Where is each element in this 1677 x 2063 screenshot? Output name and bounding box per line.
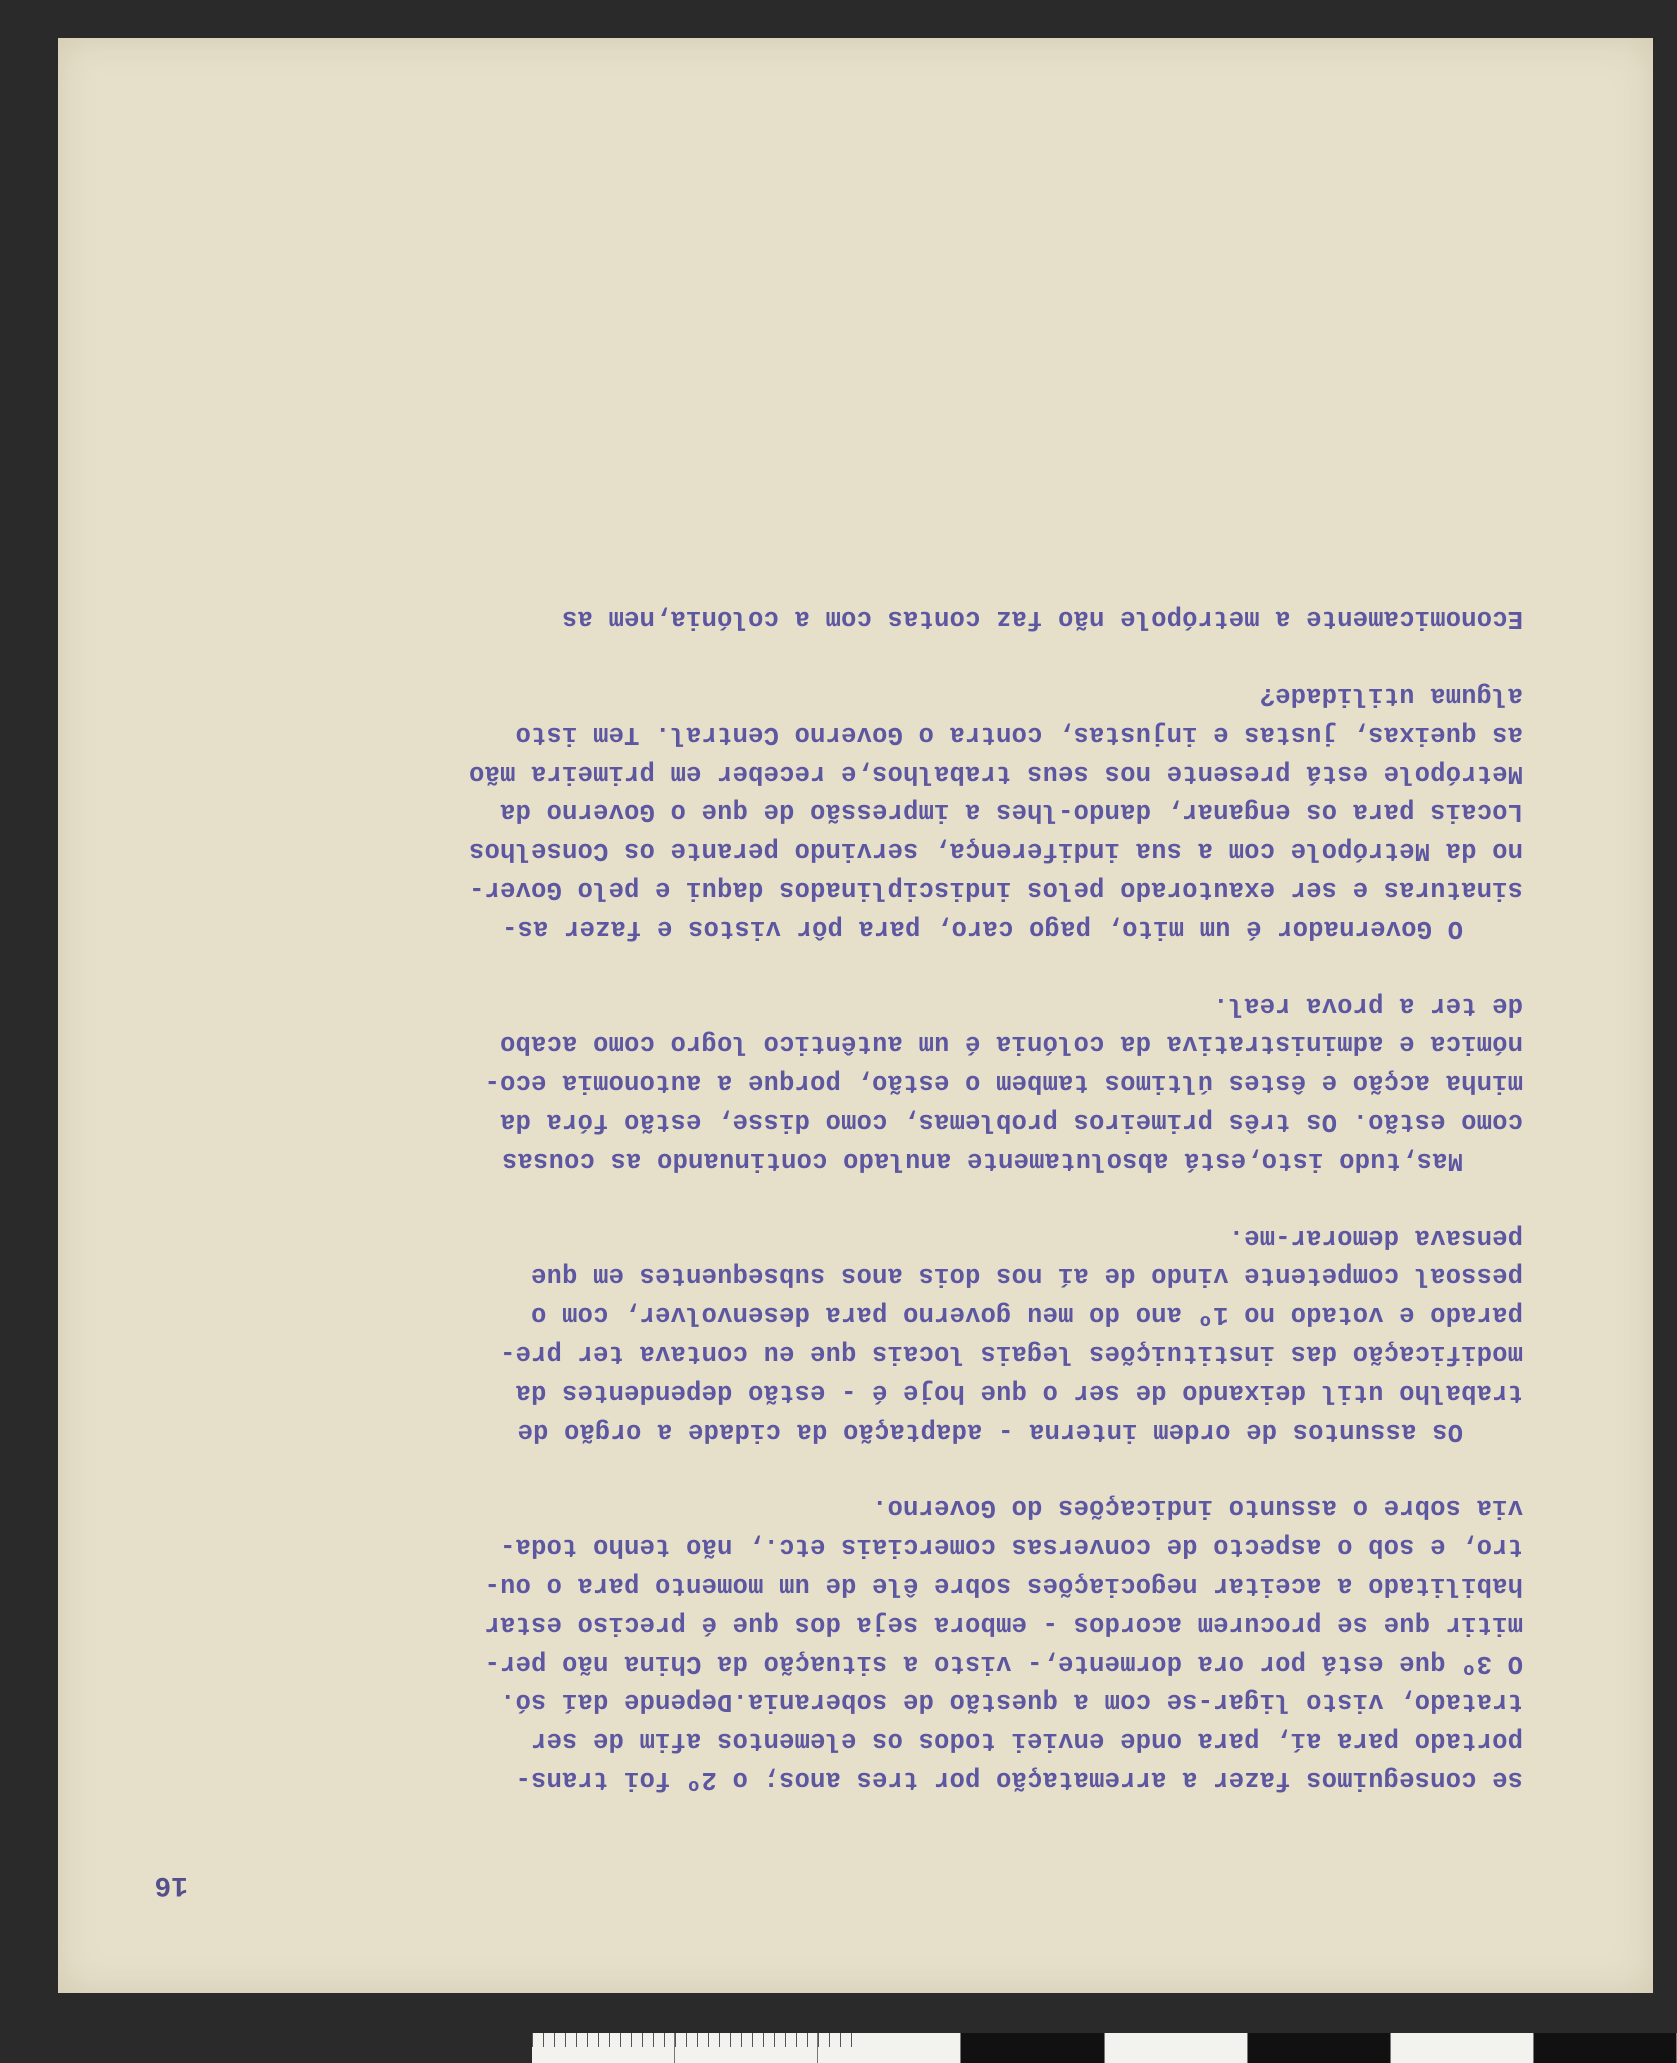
text-line: portado para aí, para onde enviei todos os elementos afim de ser <box>530 1726 1523 1756</box>
ruler-segment <box>1534 2033 1677 2063</box>
text-line: tro, e sob o aspecto de conversas comerciais etc., não tenho toda- <box>499 1532 1523 1562</box>
ruler-segment <box>1105 2033 1248 2063</box>
ruler-segment <box>1391 2033 1534 2063</box>
text-line: pensava demorar-me. <box>1228 1222 1523 1252</box>
page-number: 16 <box>154 1869 188 1900</box>
text-line: habilitado a aceitar negociações sobre êle de um momento para o ou- <box>484 1571 1523 1601</box>
rotated-page-content <box>58 38 1653 1993</box>
text-line: se conseguimos fazer a arrematação por tres anos; o 2º foi trans- <box>515 1765 1523 1794</box>
text-line: no da Metrópole com a sua indiferença, servindo perante os Conselhos <box>468 836 1523 866</box>
text-line: pessoal competente vindo de aí nos dois anos subsequentes em que <box>530 1261 1523 1291</box>
text-line: Locais para os enganar, dando-lhes a impressão de que o Governo da <box>499 797 1523 827</box>
text-line: trabalho util deixando de ser o que hoje é - estão dependentes da <box>515 1377 1523 1407</box>
typed-text-body <box>93 598 1523 1798</box>
ruler-ticks <box>532 2033 862 2047</box>
text-line: as queixas, justas e injustas, contra o Governo Central. Tem isto <box>515 719 1523 749</box>
text-line: O 3º que está por ora dormente,- visto a situação da China não per- <box>484 1648 1523 1678</box>
text-line: Economicamente a metrópole não faz contas com a colónia,nem as <box>561 604 1523 634</box>
text-line: modificação das instituições legais locais que eu contava ter pre- <box>499 1339 1523 1369</box>
text-line: sinaturas e ser exautorado pelos indisciplinados daqui e pelo Gover- <box>468 875 1523 905</box>
text-line: parado e votado no 1º ano do meu governo para desenvolver, com o <box>530 1300 1523 1330</box>
text-line: mitir que se procurem acordos - embora seja dos que é preciso estar <box>484 1609 1523 1639</box>
text-line: como estão. Os três primeiros problemas, como disse, estão fóra da <box>499 1107 1523 1137</box>
text-line: Metrópole está presente nos seus trabalhos,e receber em primeira mão <box>468 758 1523 788</box>
text-line: Mas,tudo isto,está absolutamente anulado continuando as cousas <box>501 1145 1463 1175</box>
text-line: nómica e administrativa da colónia é um autêntico logro como acabo <box>499 1029 1523 1059</box>
text-line: alguma utilidade? <box>1259 681 1523 711</box>
text-line: minha acção e êstes últimos tambem o estão, porque a autonomia eco- <box>484 1068 1523 1098</box>
text-line: Os assuntos de ordem interna - adaptação da cidade a orgão de <box>517 1416 1463 1446</box>
ruler-segment <box>961 2033 1104 2063</box>
typewritten-page <box>58 38 1653 1993</box>
text-line: via sobre o assunto indicações do Governo. <box>871 1493 1523 1523</box>
ruler-segment <box>1248 2033 1391 2063</box>
text-line: O Governador é um mito, pago caro, para pôr vistos e fazer as- <box>501 913 1463 943</box>
text-line: tratado, visto ligar-se com a questão de soberania.Depende daí só. <box>499 1687 1523 1717</box>
text-line: de ter a prova real. <box>1212 990 1523 1020</box>
